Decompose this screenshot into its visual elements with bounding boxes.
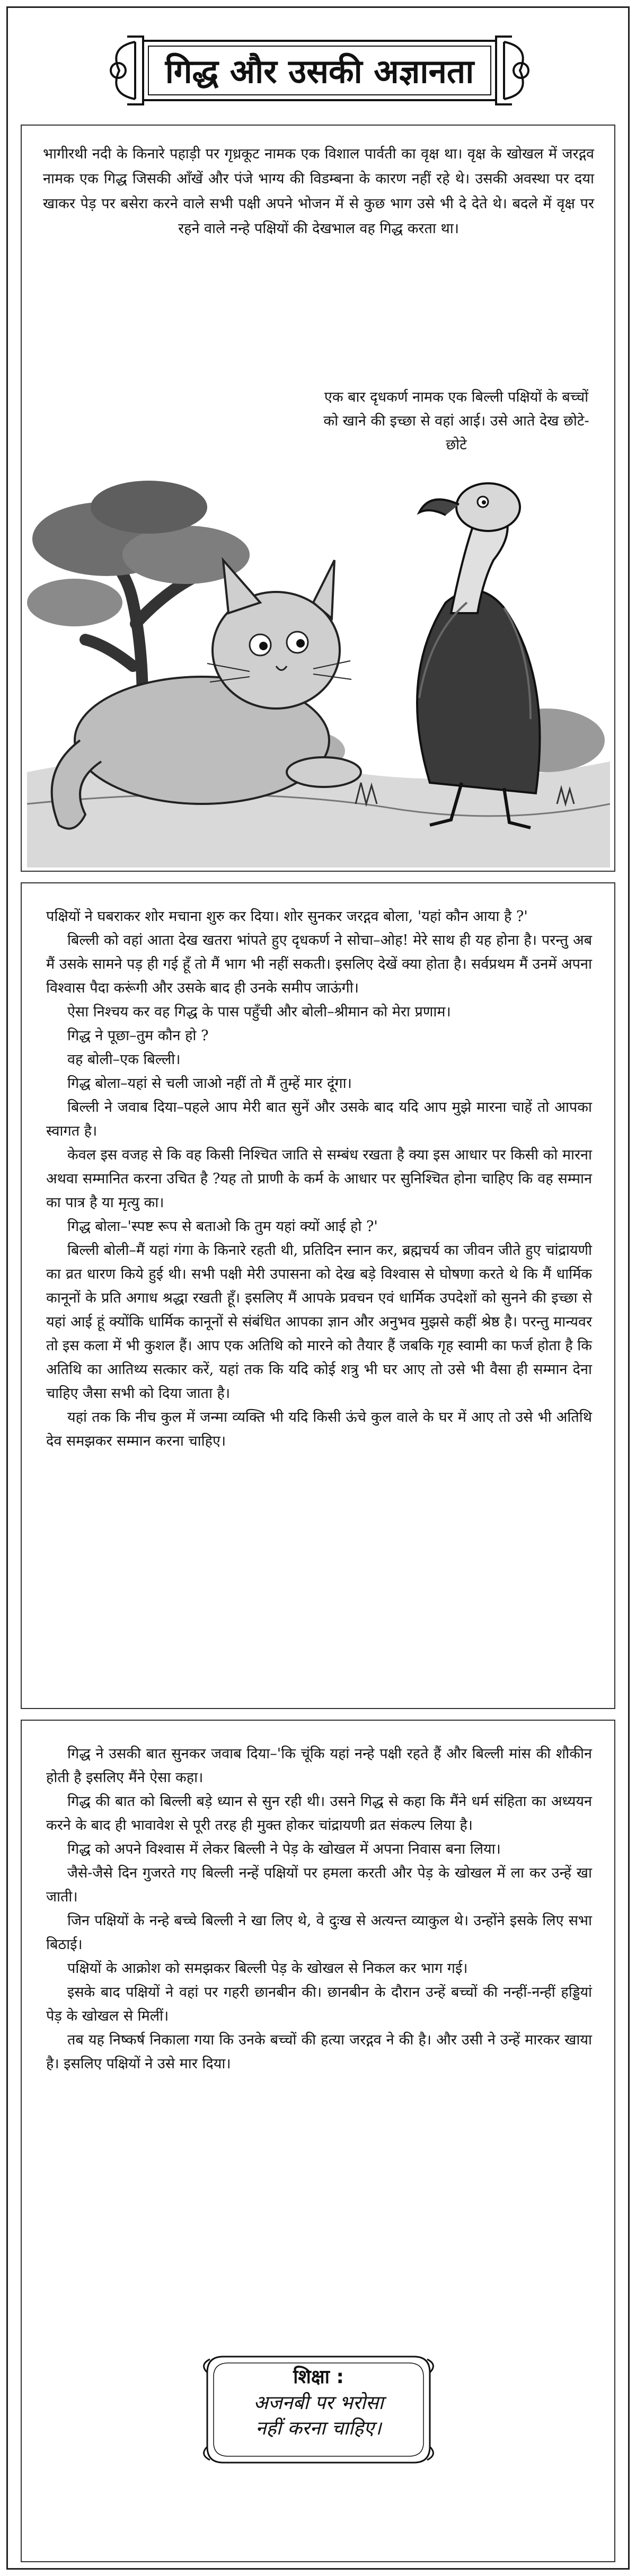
moral-heading: शिक्षा : bbox=[293, 2366, 344, 2388]
paragraph: जैसे-जैसे दिन गुजरते गए बिल्ली नन्हें पक्षियों पर हमला करती और पेड़ के खोखल में ला कर उन्हें खा जाती। bbox=[46, 1865, 592, 1905]
paragraph: पक्षियों के आक्रोश को समझकर बिल्ली पेड़ के खोखल से निकल कर भाग गई। bbox=[67, 1960, 468, 1977]
intro-paragraph: भागीरथी नदी के किनारे पहाड़ी पर गृध्रकूट नामक एक विशाल पार्वती का वृक्ष था। वृक्ष के खोखल में जरद्गव नामक एक गिद्ध जिसकी आँखें और पंजे भाग्य की विडम्बना के कारण नहीं रहे थे। उसकी अवस्था पर दया खाकर पेड़ पर बसेरा करने वाले सभी पक्षी अपने भोजन में से कुछ भाग उसे भी दे देते थे। बदले में वृक्ष पर रहने वाले नन्हे पक्षियों की देखभाल वह गिद्ध करता था। bbox=[43, 146, 594, 237]
paragraph: गिद्ध बोला–'स्पष्ट रूप से बताओ कि तुम यहां क्यों आई हो ?' bbox=[67, 1218, 378, 1235]
paragraph: वह बोली–एक बिल्ली। bbox=[67, 1051, 181, 1068]
moral-line-1: अजनबी पर भरोसा bbox=[253, 2392, 384, 2414]
paragraph: यहां तक कि नीच कुल में जन्मा व्यक्ति भी यदि किसी ऊंचे कुल वाले के घर में आए तो उसे भी अतिथि देव समझकर सम्मान करना चाहिए। bbox=[46, 1409, 592, 1449]
story-panel-intro bbox=[21, 125, 615, 872]
paragraph: बिल्ली ने जवाब दिया–पहले आप मेरी बात सुनें और उसके बाद यदि आप मुझे मारना चाहें तो आपका स्वागत है। bbox=[46, 1099, 592, 1139]
story-page bbox=[6, 6, 630, 2570]
story-panel-ending bbox=[21, 1720, 615, 2562]
vulture-icon bbox=[417, 483, 540, 828]
paragraph: इसके बाद पक्षियों ने वहां पर गहरी छानबीन की। छानबीन के दौरान उन्हें बच्चों की नन्हीं-नन्हीं हड्डियां पेड़ के खोखल से मिलीं। bbox=[46, 1984, 592, 2024]
cat-and-vulture-illustration bbox=[27, 401, 610, 867]
paragraph: तब यह निष्कर्ष निकाला गया कि उनके बच्चों की हत्या जरद्गव ने की है। और उसी ने उन्हें मारकर खाया है। इसलिए पक्षियों ने उसे मार दिया। bbox=[46, 2032, 592, 2072]
moral-line-2: नहीं करना चाहिए। bbox=[255, 2418, 382, 2439]
paragraph: गिद्ध को अपने विश्वास में लेकर बिल्ली ने पेड़ के खोखल में अपना निवास बना लिया। bbox=[67, 1841, 501, 1857]
paragraph: जिन पक्षियों के नन्हे बच्चे बिल्ली ने खा लिए थे, वे दुःख से अत्यन्त व्याकुल थे। उन्होंने इसके लिए सभा बिठाई। bbox=[46, 1913, 592, 1953]
title-banner bbox=[98, 26, 541, 115]
paragraph: बिल्ली बोली–मैं यहां गंगा के किनारे रहती थी, प्रतिदिन स्नान कर, ब्रह्मचर्य का जीवन जीते हुए चांद्रायणी का व्रत धारण किये हुई थी। सभी पक्षी मेरी उपासना को देख बड़े विश्वास से घोषणा करते थे कि मैं धार्मिक कानूनों के प्रति अगाध श्रद्धा रखती हूँ। इसलिए मैं आपके प्रवचन एवं धार्मिक उपदेशों को सुनने की इच्छा से यहां आई हूं क्योंकि धार्मिक कानूनों से संबंधित आपका ज्ञान और अनुभव मुझसे कहीं श्रेष्ठ है। परन्तु मान्यवर तो इस कला में भी कुशल हैं। आप एक अतिथि को मारने को तैयार हैं जबकि गृह स्वामी का फर्ज होता है कि अतिथि का आतिथ्य सत्कार करें, यहां तक कि यदि कोई शत्रु भी घर आए तो उसे भी वैसा ही सम्मान देना चाहिए जैसा सभी को दिया जाता है। bbox=[46, 1242, 592, 1402]
paragraph: केवल इस वजह से कि वह किसी निश्चित जाति से सम्बंध रखता है क्या इस आधार पर किसी को मारना अथवा सम्मानित करना उचित है ?यह तो प्राणी के कर्म के आधार पर सुनिश्चित होना चाहिए कि वह सम्मान का पात्र है या मृत्यु का। bbox=[46, 1147, 592, 1211]
paragraph: गिद्ध बोला–यहां से चली जाओ नहीं तो मैं तुम्हें मार दूंगा। bbox=[67, 1075, 352, 1092]
paragraph: बिल्ली को वहां आता देख खतरा भांपते हुए दृधकर्ण ने सोचा–ओह! मेरे साथ ही यह होना है। परन्तु अब मैं उसके सामने पड़ ही गई हूँ तो मैं भाग भी नहीं सकती। इसलिए देखें क्या होता है। सर्वप्रथम मैं उनमें अपना विश्वास पैदा करूंगी और उसके बाद ही उनके समीप जाऊंगी। bbox=[46, 932, 592, 996]
paragraph: गिद्ध की बात को बिल्ली बड़े ध्यान से सुन रही थी। उसने गिद्ध से कहा कि मैंने धर्म संहिता का अध्ययन करने के बाद ही भावावेश से पूरी तरह ही मुक्त होकर चांद्रायणी व्रत संकल्प लिया है। bbox=[46, 1793, 592, 1834]
paragraph: ऐसा निश्चय कर वह गिद्ध के पास पहुँची और बोली–श्रीमान को मेरा प्रणाम। bbox=[67, 1004, 451, 1020]
paragraph: गिद्ध ने पूछा–तुम कौन हो ? bbox=[67, 1028, 209, 1044]
moral-box bbox=[202, 2346, 435, 2473]
intro-continuation: एक बार दृधकर्ण नामक एक बिल्ली पक्षियों के बच्चों को खाने की इच्छा से वहां आई। उसे आते देख छोटे-छोटे bbox=[323, 389, 589, 453]
ending-text bbox=[46, 1742, 592, 2076]
paragraph: गिद्ध ने उसकी बात सुनकर जवाब दिया–'कि चूंकि यहां नन्हे पक्षी रहते हैं और बिल्ली मांस की शौकीन होती है इसलिए मैंने ऐसा कहा। bbox=[46, 1746, 592, 1786]
dialogue-text bbox=[46, 905, 592, 1453]
page-title: गिद्ध और उसकी अज्ञानता bbox=[165, 52, 474, 91]
paragraph: पक्षियों ने घबराकर शोर मचाना शुरु कर दिया। शोर सुनकर जरद्गव बोला, 'यहां कौन आया है ?' bbox=[46, 908, 528, 925]
story-panel-dialogue bbox=[21, 882, 615, 1709]
